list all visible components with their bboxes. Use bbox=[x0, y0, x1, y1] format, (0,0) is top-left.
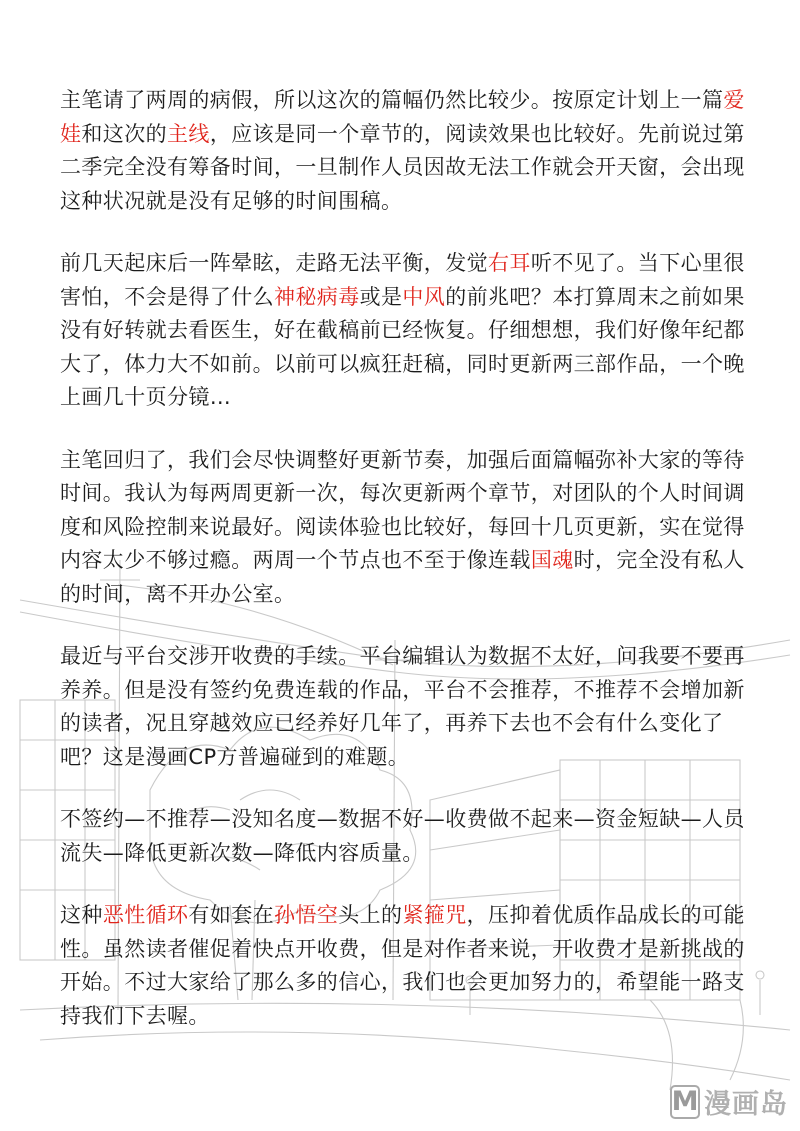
paragraph bbox=[60, 640, 750, 774]
highlighted-term: 神秘病毒 bbox=[274, 284, 360, 309]
paragraph bbox=[60, 84, 750, 218]
text-run: 或是 bbox=[359, 284, 403, 309]
text-run: 不签约—不推荐—没知名度—数据不好—收费做不起来—资金短缺—人员流失—降低更新次数—降低内容质量。 bbox=[60, 807, 745, 865]
highlighted-term: 爱娃 bbox=[60, 88, 745, 146]
text-run: 有如套在 bbox=[188, 903, 275, 927]
paragraph bbox=[60, 899, 750, 1033]
highlighted-term: 孙悟空 bbox=[274, 903, 339, 927]
text-run: 主笔回归了，我们会尽快调整好更新节奏，加强后面篇幅弥补大家的等待时间。我认为每两周更新一次，每次更新两个章节，对团队的个人时间调度和风险控制来说最好。阅读体验也比较好，每回十几页更新，实在觉得内容太少不够过瘾。两周一个节点也不至于像连载 bbox=[60, 447, 745, 572]
highlighted-term: 右耳 bbox=[488, 251, 531, 275]
text-run: 主笔请了两周的病假，所以这次的篇幅仍然比较少。按原定计划上一篇 bbox=[60, 88, 724, 112]
text-run: 这种 bbox=[60, 903, 103, 927]
article-text bbox=[60, 84, 750, 1062]
text-run: 时，完全没有私人的时间，离不开办公室。 bbox=[60, 548, 745, 606]
highlighted-term: 国魂 bbox=[530, 548, 574, 572]
text-run: 前几天起床后一阵晕眩，走路无法平衡，发觉 bbox=[60, 251, 488, 275]
paragraph bbox=[60, 803, 750, 870]
text-run: 的前兆吧？本打算周末之前如果没有好转就去看医生，好在截稿前已经恢复。仔细想想，我们好像年纪都大了，体力大不如前。以前可以疯狂赶稿，同时更新两三部作品，一个晚上画几十页分镜… bbox=[60, 284, 745, 409]
highlighted-term: 恶性循环 bbox=[102, 903, 189, 927]
text-run: ，应该是同一个章节的，阅读效果也比较好。先前说过第二季完全没有筹备时间，一旦制作人员因故无法工作就会开天窗，会出现这种状况就是没有足够的时间围稿。 bbox=[60, 121, 745, 213]
text-run: 和这次的 bbox=[81, 121, 168, 146]
paragraph bbox=[60, 444, 750, 612]
highlighted-term: 中风 bbox=[402, 284, 446, 309]
text-run: 头上的 bbox=[338, 903, 403, 927]
watermark-m-icon: M bbox=[671, 1086, 699, 1117]
paragraph bbox=[60, 247, 750, 415]
highlighted-term: 主线 bbox=[167, 121, 210, 146]
text-run: 听不见了。当下心里很害怕，不会是得了什么 bbox=[60, 251, 745, 309]
highlighted-term: 紧箍咒 bbox=[402, 903, 467, 927]
text-run: ，压抑着优质作品成长的可能性。虽然读者催促着快点开收费，但是对作者来说，开收费才是新挑战的开始。不过大家给了那么多的信心，我们也会更加努力的，希望能一路支持我们下去喔。 bbox=[60, 903, 745, 1028]
watermark-logo bbox=[670, 1082, 788, 1121]
watermark-text: 漫画岛 bbox=[704, 1089, 788, 1120]
text-run: 最近与平台交涉开收费的手续。平台编辑认为数据不太好，问我要不要再养养。但是没有签约免费连载的作品，平台不会推荐，不推荐不会增加新的读者，况且穿越效应已经养好几年了，再养下去也不会有什么变化了吧？这是漫画CP方普遍碰到的难题。 bbox=[60, 644, 745, 769]
